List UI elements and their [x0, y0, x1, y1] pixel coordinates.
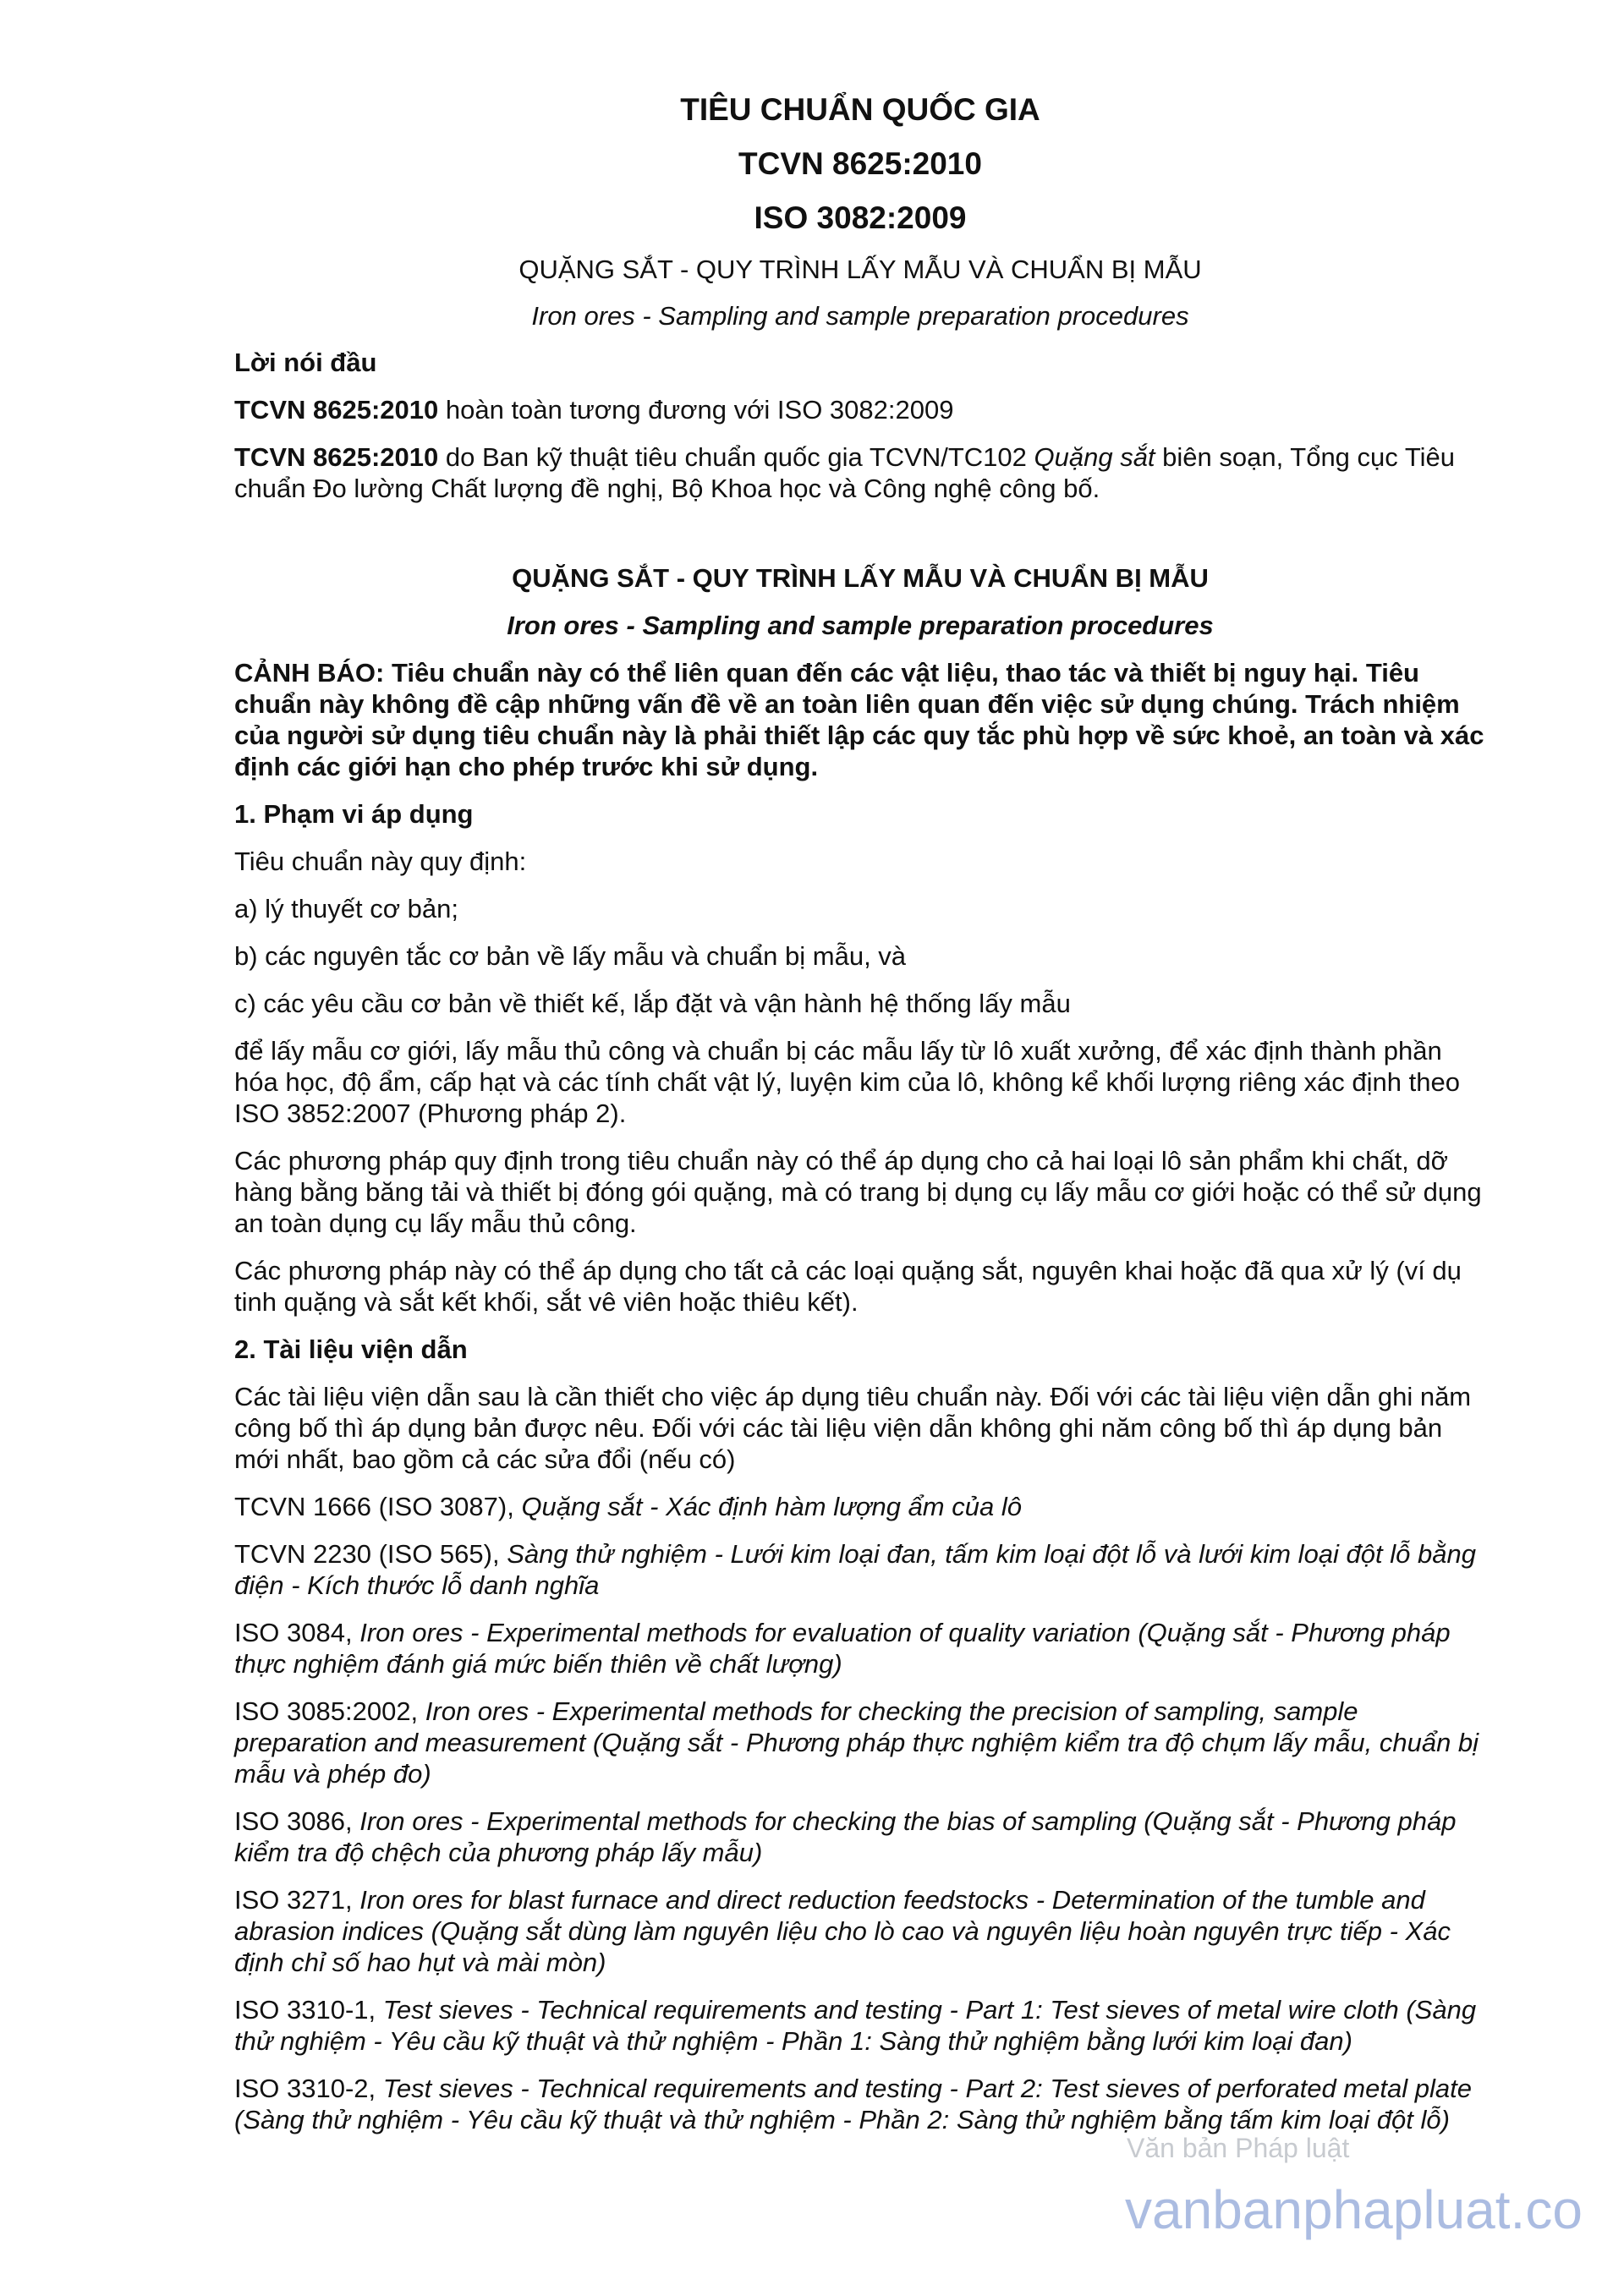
section-1-intro: Tiêu chuẩn này quy định:: [234, 847, 527, 876]
reference-title: Iron ores - Experimental methods for checking the bias of sampling (Quặng sắt - Phương pháp kiểm tra độ chệch của phương pháp lấy mẫu): [234, 1806, 1457, 1867]
document-title-en: Iron ores - Sampling and sample preparation procedures: [531, 301, 1189, 331]
iso-code: ISO 3082:2009: [754, 200, 967, 235]
reference-code: ISO 3085:2002,: [234, 1696, 425, 1726]
reference-item: [234, 1806, 1486, 1868]
foreword-p2-code: TCVN 8625:2010: [234, 442, 439, 472]
reference-code: TCVN 2230 (ISO 565),: [234, 1539, 508, 1569]
foreword-paragraph-2: [234, 441, 1486, 504]
reference-title: Quặng sắt - Xác định hàm lượng ẩm của lô: [521, 1492, 1022, 1521]
main-title-vi: QUẶNG SẮT - QUY TRÌNH LẤY MẪU VÀ CHUẨN BỊ MẪU: [512, 563, 1209, 593]
reference-code: TCVN 1666 (ISO 3087),: [234, 1492, 522, 1521]
reference-code: ISO 3310-1,: [234, 1995, 383, 2025]
reference-code: ISO 3086,: [234, 1806, 360, 1836]
reference-item: [234, 1617, 1486, 1680]
foreword-p2-italic: Quặng sắt: [1034, 442, 1155, 472]
foreword-p2-text-a: do Ban kỹ thuật tiêu chuẩn quốc gia TCVN/TC102: [438, 442, 1034, 472]
national-standard-title: TIÊU CHUẨN QUỐC GIA: [680, 92, 1040, 127]
watermark-site-url[interactable]: vanbanphapluat.co: [1125, 2179, 1583, 2240]
foreword-p2-text-b: biên soạn, Tổng cục Tiêu chuẩn Đo lường Chất lượng đề nghị, Bộ Khoa học và Công nghệ công bố.: [234, 442, 1455, 503]
warning-paragraph: CẢNH BÁO: Tiêu chuẩn này có thể liên quan đến các vật liệu, thao tác và thiết bị nguy hại. Tiêu chuẩn này không đề cập những vấn đề về an toàn liên quan đến việc sử dụng chúng. Trách nhiệm của người sử dụng tiêu chuẩn này là phải thiết lập các quy tắc phù hợp về sức khoẻ, an toàn và xác định các giới hạn cho phép trước khi sử dụng.: [234, 658, 1484, 781]
section-1-paragraph-1: để lấy mẫu cơ giới, lấy mẫu thủ công và chuẩn bị các mẫu lấy từ lô xuất xưởng, để xác định thành phần hóa học, độ ẩm, cấp hạt và các tính chất vật lý, luyện kim của lô, không kể khối lượng riêng xác định theo ISO 3852:2007 (Phương pháp 2).: [234, 1036, 1460, 1128]
foreword-p1-code: TCVN 8625:2010: [234, 395, 439, 425]
section-1-paragraph-2: Các phương pháp quy định trong tiêu chuẩn này có thể áp dụng cho cả hai loại lô sản phẩm khi chất, dỡ hàng bằng băng tải và thiết bị đóng gói quặng, mà có trang bị dụng cụ lấy mẫu cơ giới hoặc có thể sử dụng an toàn dụng cụ lấy mẫu thủ công.: [234, 1146, 1482, 1238]
foreword-p1-text: hoàn toàn tương đương với ISO 3082:2009: [438, 395, 954, 425]
foreword-heading: Lời nói đầu: [234, 348, 377, 377]
document-title-vi: QUẶNG SẮT - QUY TRÌNH LẤY MẪU VÀ CHUẨN BỊ MẪU: [518, 255, 1202, 284]
section-1-item-c: c) các yêu cầu cơ bản về thiết kế, lắp đặt và vận hành hệ thống lấy mẫu: [234, 989, 1071, 1018]
tcvn-code: TCVN 8625:2010: [738, 146, 982, 181]
reference-item: [234, 1491, 1486, 1522]
reference-title: Iron ores - Experimental methods for checking the precision of sampling, sample preparation and measurement (Quặng sắt - Phương pháp thực nghiệm kiểm tra độ chụm lấy mẫu, chuẩn bị mẫu và phép đo): [234, 1696, 1479, 1789]
reference-item: [234, 2073, 1486, 2135]
section-2-heading: 2. Tài liệu viện dẫn: [234, 1334, 468, 1364]
reference-code: ISO 3084,: [234, 1618, 360, 1647]
reference-code: ISO 3310-2,: [234, 2074, 383, 2103]
reference-item: [234, 1884, 1486, 1978]
watermark-site-name: Văn bản Pháp luật: [1127, 2133, 1350, 2163]
reference-title: Test sieves - Technical requirements and testing - Part 2: Test sieves of perforated metal plate (Sàng thử nghiệm - Yêu cầu kỹ thuật và thử nghiệm - Phần 2: Sàng thử nghiệm bằng tấm kim loại đột lỗ): [234, 2074, 1472, 2134]
section-spacer: [234, 520, 1486, 562]
section-1-paragraph-3: Các phương pháp này có thể áp dụng cho tất cả các loại quặng sắt, nguyên khai hoặc đã qua xử lý (ví dụ tinh quặng và sắt kết khối, sắt vê viên hoặc thiêu kết).: [234, 1256, 1462, 1317]
reference-title: Iron ores - Experimental methods for evaluation of quality variation (Quặng sắt - Phương pháp thực nghiệm đánh giá mức biến thiên về chất lượng): [234, 1618, 1451, 1679]
reference-item: [234, 1994, 1486, 2057]
reference-item: [234, 1696, 1486, 1789]
document-content: [234, 91, 1486, 2151]
section-1-item-a: a) lý thuyết cơ bản;: [234, 894, 459, 923]
section-2-intro: Các tài liệu viện dẫn sau là cần thiết cho việc áp dụng tiêu chuẩn này. Đối với các tài liệu viện dẫn ghi năm công bố thì áp dụng bản được nêu. Đối với các tài liệu viện dẫn không ghi năm công bố thì áp dụng bản mới nhất, bao gồm cả các sửa đổi (nếu có): [234, 1382, 1472, 1474]
foreword-paragraph-1: [234, 394, 1486, 425]
section-1-heading: 1. Phạm vi áp dụng: [234, 799, 474, 829]
reference-title: Sàng thử nghiệm - Lưới kim loại đan, tấm kim loại đột lỗ và lưới kim loại đột lỗ bằng điện - Kích thước lỗ danh nghĩa: [234, 1539, 1476, 1600]
reference-code: ISO 3271,: [234, 1885, 360, 1915]
section-1-item-b: b) các nguyên tắc cơ bản về lấy mẫu và chuẩn bị mẫu, và: [234, 941, 907, 971]
reference-title: Iron ores for blast furnace and direct reduction feedstocks - Determination of the tumble and abrasion indices (Quặng sắt dùng làm nguyên liệu cho lò cao và nguyên liệu hoàn nguyên trực tiếp - Xác định chỉ số hao hụt và mài mòn): [234, 1885, 1451, 1977]
reference-item: [234, 1538, 1486, 1601]
reference-title: Test sieves - Technical requirements and testing - Part 1: Test sieves of metal wire cloth (Sàng thử nghiệm - Yêu cầu kỹ thuật và thử nghiệm - Phần 1: Sàng thử nghiệm bằng lưới kim loại đan): [234, 1995, 1477, 2056]
main-title-en: Iron ores - Sampling and sample preparation procedures: [507, 611, 1214, 640]
